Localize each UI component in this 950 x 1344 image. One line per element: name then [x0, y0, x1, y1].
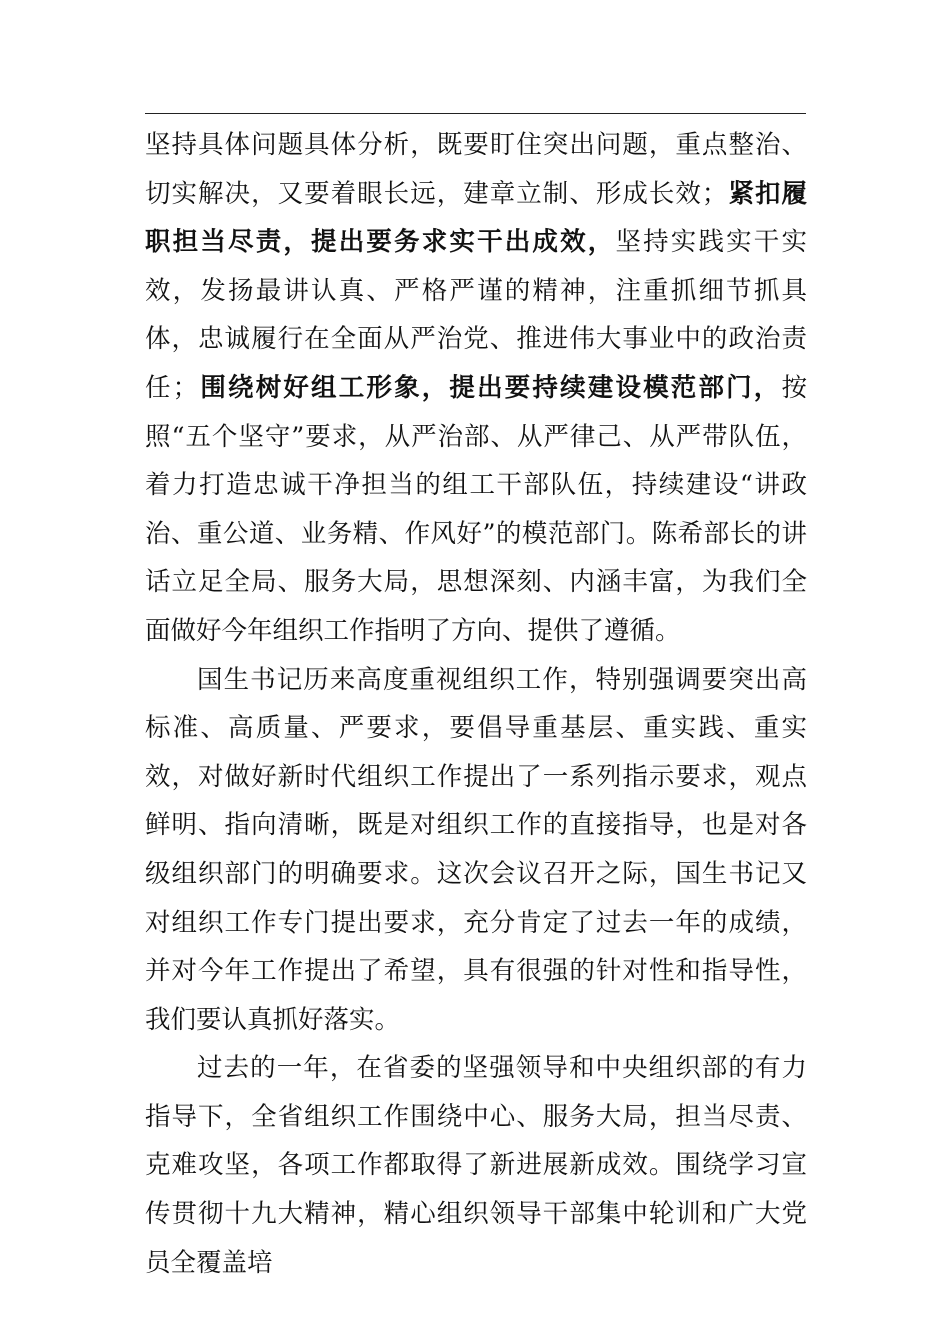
paragraph-1-text-3: 按照“五个坚守”要求，从严治部、从严律己、从严带队伍，着力打造忠诚干净担当的组工干部队伍，持续建设“讲政治、重公道、业务精、作风好”的模范部门。陈希部长的讲话立足全局、服务大局，思想深刻、内涵丰富，为我们全面做好今年组织工作指明了方向、提供了遵循。 — [145, 372, 807, 646]
paragraph-2-text: 国生书记历来高度重视组织工作，特别强调要突出高标准、高质量、严要求，要倡导重基层、重实践、重实效，对做好新时代组织工作提出了一系列指示要求，观点鲜明、指向清晰，既是对组织工作的直接指导，也是对各级组织部门的明确要求。这次会议召开之际，国生书记又对组织工作专门提出要求，充分肯定了过去一年的成绩，并对今年工作提出了希望，具有很强的针对性和指导性，我们要认真抓好落实。 — [145, 664, 807, 1035]
paragraph-1-bold-2: 围绕树好组工形象，提出要持续建设模范部门， — [198, 372, 782, 403]
paragraph-1-bold-1: 紧扣履职担当尽责，提出要务求实干出成效， — [145, 178, 807, 258]
paragraph-1-text-2: 坚持实践实干实效，发扬最讲认真、严格严谨的精神，注重抓细节抓具体，忠诚履行在全面从严治党、推进伟大事业中的政治责任； — [145, 227, 807, 403]
paragraph-2 — [145, 656, 807, 1045]
document-body — [145, 121, 807, 1287]
paragraph-3-text: 过去的一年，在省委的坚强领导和中央组织部的有力指导下，全省组织工作围绕中心、服务大局，担当尽责、克难攻坚，各项工作都取得了新进展新成效。围绕学习宣传贯彻十九大精神，精心组织领导干部集中轮训和广大党员全覆盖培 — [145, 1053, 807, 1278]
paragraph-1-text-1: 坚持具体问题具体分析，既要盯住突出问题，重点整治、切实解决，又要着眼长远，建章立制、形成长效； — [145, 130, 807, 209]
paragraph-1 — [145, 121, 807, 656]
header-rule — [145, 113, 806, 114]
paragraph-3 — [145, 1044, 807, 1287]
